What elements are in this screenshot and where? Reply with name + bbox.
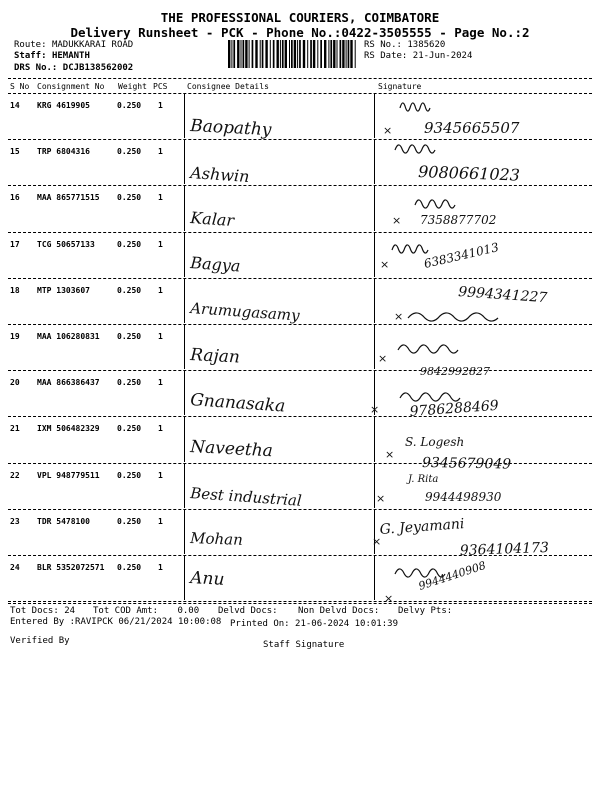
- barcode-bar: [233, 40, 235, 68]
- signature-scribble: [400, 393, 460, 401]
- barcode-bar: [255, 40, 257, 68]
- row-sno: 17: [10, 239, 20, 249]
- row-cell-divider: [184, 325, 185, 369]
- signature-x-mark: ×: [392, 214, 402, 227]
- row-cell-divider: [184, 279, 185, 323]
- delvd-docs-label: Delvd Docs:: [218, 606, 278, 616]
- signature-scribble: [395, 145, 435, 153]
- row-pcs: 1: [158, 239, 163, 249]
- staff-signature-label: Staff Signature: [263, 640, 345, 650]
- col-sno-header: S No: [10, 82, 30, 91]
- row-separator: [8, 139, 592, 140]
- row-cell-divider: [374, 371, 375, 415]
- route-line: [14, 40, 133, 50]
- handwritten-consignee: Naveetha: [189, 437, 274, 462]
- signature-scribble: [395, 569, 445, 577]
- header-rule-bottom: [8, 93, 592, 94]
- handwritten-phone: 9944498930: [425, 490, 502, 504]
- col-consignee-header: Consignee Details: [187, 82, 269, 91]
- printed-on: [230, 619, 398, 629]
- col-signature-header: Signature: [378, 82, 422, 91]
- route-label: Route:: [14, 40, 47, 50]
- barcode-bar: [289, 40, 290, 68]
- tot-docs-value: 24: [64, 606, 76, 616]
- handwritten-signer-name: S. Logesh: [405, 435, 465, 449]
- row-sno: 22: [10, 470, 20, 480]
- row-consignment-no: MAA 106280831: [37, 332, 100, 341]
- row-pcs: 1: [158, 563, 163, 572]
- barcode-bar: [277, 40, 279, 68]
- row-sno: 18: [10, 285, 20, 295]
- row-sno: 20: [10, 378, 20, 388]
- tot-docs-label: Tot Docs:: [10, 606, 59, 616]
- handwritten-phone: 9364104173: [459, 539, 550, 559]
- tot-docs: [10, 606, 75, 616]
- handwritten-phone: 9842992827: [420, 365, 490, 378]
- company-title: THE PROFESSIONAL COURIERS, COIMBATORE: [160, 10, 440, 25]
- header-rule-top: [8, 78, 592, 79]
- row-cell-divider: [374, 140, 375, 184]
- barcode-bar: [260, 40, 261, 68]
- row-weight: 0.250: [117, 470, 142, 480]
- handwritten-phone: 7358877702: [420, 213, 497, 227]
- rs-date-line: [364, 51, 472, 61]
- barcode-bar: [317, 40, 318, 68]
- row-weight: 0.250: [117, 424, 142, 434]
- entered-by-label: Entered By :: [10, 617, 76, 627]
- signature-x-mark: ×: [380, 258, 390, 271]
- barcode-bar: [262, 40, 264, 68]
- row-cell-divider: [374, 556, 375, 600]
- row-sno: 15: [10, 147, 20, 157]
- signature-scribble: [408, 313, 498, 321]
- barcode-bar: [320, 40, 322, 68]
- row-pcs: 1: [158, 147, 163, 157]
- staff-label: Staff:: [14, 51, 47, 61]
- handwritten-consignee: Mohan: [189, 529, 244, 549]
- barcode-bar: [297, 40, 298, 68]
- row-consignment-no: BLR 5352072571: [37, 563, 105, 572]
- delvy-pts-label: Delvy Pts:: [398, 606, 453, 616]
- col-weight-header: Weight: [118, 82, 147, 91]
- row-cell-divider: [184, 94, 185, 138]
- col-pcs-header: PCS: [153, 82, 168, 91]
- barcode-bar: [241, 40, 242, 68]
- row-consignment-no: VPL 948779511: [37, 470, 100, 480]
- barcode-bar: [324, 40, 326, 68]
- handwritten-phone: 6383341013: [422, 240, 501, 271]
- row-cell-divider: [184, 233, 185, 277]
- row-cell-divider: [374, 325, 375, 369]
- barcode-bar: [337, 40, 338, 68]
- signature-x-mark: ×: [385, 448, 395, 461]
- handwritten-phone: 9944440908: [416, 558, 488, 593]
- row-pcs: 1: [158, 285, 163, 295]
- row-cell-divider: [374, 464, 375, 508]
- barcode-bar: [350, 40, 352, 68]
- row-consignment-no: IXM 506482329: [37, 424, 100, 434]
- row-cell-divider: [374, 94, 375, 138]
- handwritten-consignee: Bagya: [189, 253, 242, 276]
- handwritten-consignee: Best industrial: [189, 484, 303, 510]
- barcode-bar: [285, 40, 287, 68]
- row-pcs: 1: [158, 193, 163, 203]
- barcode-bar: [355, 40, 356, 68]
- barcode-bar: [270, 40, 271, 68]
- barcode-bar: [252, 40, 254, 68]
- handwritten-phone: 9345665507: [424, 119, 520, 137]
- barcode-bar: [340, 40, 342, 68]
- printed-on-value: 21-06-2024 10:01:39: [295, 619, 398, 629]
- barcode-bar: [299, 40, 301, 68]
- barcode-bar: [330, 40, 332, 68]
- tot-cod-value: 0.00: [177, 606, 200, 616]
- barcode-bar: [249, 40, 250, 68]
- handwritten-signer-name: G. Jeyamani: [379, 516, 465, 538]
- handwritten-consignee: Rajan: [189, 345, 241, 368]
- barcode-bar: [294, 40, 296, 68]
- row-weight: 0.250: [117, 516, 142, 526]
- row-separator: [8, 232, 592, 233]
- row-cell-divider: [184, 417, 185, 461]
- tot-cod: [93, 606, 199, 616]
- row-pcs: 1: [158, 424, 163, 434]
- handwritten-consignee: Ashwin: [189, 163, 251, 187]
- row-cell-divider: [184, 556, 185, 600]
- row-consignment-no: MAA 865771515: [37, 193, 100, 203]
- row-weight: 0.250: [117, 563, 142, 572]
- barcode-bar: [228, 40, 230, 68]
- barcode-bar: [282, 40, 284, 68]
- handwritten-phone: 9786288469: [409, 397, 500, 420]
- row-weight: 0.250: [117, 285, 142, 295]
- row-weight: 0.250: [117, 101, 142, 110]
- row-cell-divider: [184, 510, 185, 554]
- row-separator: [8, 509, 592, 510]
- row-separator: [8, 370, 592, 371]
- row-sno: 16: [10, 193, 20, 203]
- row-cell-divider: [374, 510, 375, 554]
- row-separator: [8, 463, 592, 464]
- row-consignment-no: MAA 866386437: [37, 378, 100, 388]
- barcode-bar: [348, 40, 350, 68]
- row-weight: 0.250: [117, 239, 142, 249]
- entered-by: [10, 617, 221, 627]
- row-sno: 23: [10, 516, 20, 526]
- row-consignment-no: TDR 5478100: [37, 516, 90, 526]
- drs-value: DCJB138562002: [62, 63, 134, 73]
- row-separator: [8, 555, 592, 556]
- footer-rule: [8, 603, 592, 604]
- signature-scribble: [398, 345, 458, 353]
- row-cell-divider: [374, 233, 375, 277]
- signature-x-mark: ×: [378, 352, 388, 365]
- signature-x-mark: ×: [384, 592, 394, 605]
- tot-cod-label: Tot COD Amt:: [93, 606, 159, 616]
- handwritten-consignee: Arumugasamy: [189, 299, 301, 325]
- row-weight: 0.250: [117, 332, 142, 341]
- row-sno: 24: [10, 563, 20, 572]
- handwritten-phone: 9345679049: [421, 455, 512, 473]
- signature-x-mark: ×: [376, 492, 386, 505]
- row-cell-divider: [184, 371, 185, 415]
- barcode-bar: [243, 40, 245, 68]
- row-cell-divider: [374, 279, 375, 323]
- verified-by-label: Verified By: [10, 636, 70, 646]
- row-consignment-no: TCG 50657133: [37, 239, 95, 249]
- handwritten-consignee: Kalar: [189, 208, 235, 231]
- barcode-bar: [328, 40, 329, 68]
- rs-date-value: 21-Jun-2024: [412, 51, 473, 61]
- signature-scribble: [415, 200, 455, 208]
- printed-on-label: Printed On:: [230, 619, 290, 629]
- staff-value: HEMANTH: [51, 51, 90, 61]
- entered-by-value: RAVIPCK 06/21/2024 10:00:08: [75, 617, 222, 627]
- row-sno: 21: [10, 424, 20, 434]
- non-delvd-docs-label: Non Delvd Docs:: [298, 606, 380, 616]
- handwritten-consignee: Baopathy: [189, 116, 272, 141]
- row-consignment-no: KRG 4619905: [37, 101, 90, 110]
- row-pcs: 1: [158, 516, 163, 526]
- barcode-bar: [342, 40, 344, 68]
- row-weight: 0.250: [117, 147, 142, 157]
- barcode-bar: [231, 40, 232, 68]
- row-weight: 0.250: [117, 378, 142, 388]
- barcode-bar: [237, 40, 239, 68]
- runsheet-subtitle: Delivery Runsheet - PCK - Phone No.:0422-3505555 - Page No.:2: [70, 25, 530, 40]
- row-cell-divider: [374, 417, 375, 461]
- row-cell-divider: [374, 186, 375, 230]
- staff-line: [14, 51, 90, 61]
- handwritten-signer-name: J. Rita: [408, 474, 439, 485]
- row-separator: [8, 278, 592, 279]
- row-sno: 14: [10, 101, 20, 110]
- barcode-image: [228, 40, 358, 68]
- barcode-bar: [310, 40, 312, 68]
- drs-line: [14, 63, 133, 73]
- row-pcs: 1: [158, 101, 163, 110]
- barcode-bar: [303, 40, 305, 68]
- row-separator: [8, 416, 592, 417]
- handwritten-phone: 9994341227: [457, 284, 548, 307]
- rs-no-line: [364, 40, 445, 50]
- row-weight: 0.250: [117, 193, 142, 203]
- row-separator: [8, 185, 592, 186]
- col-consignment-header: Consignment No: [37, 82, 105, 91]
- handwritten-consignee: Gnanasaka: [189, 390, 286, 417]
- row-cell-divider: [184, 140, 185, 184]
- rs-no-value: 1385620: [407, 40, 446, 50]
- row-consignment-no: TRP 6804316: [37, 147, 90, 157]
- barcode-bar: [307, 40, 308, 68]
- barcode-bar: [291, 40, 293, 68]
- row-pcs: 1: [158, 332, 163, 341]
- row-sno: 19: [10, 332, 20, 341]
- signature-scribble: [400, 103, 430, 111]
- route-value: MADUKKARAI ROAD: [51, 40, 134, 50]
- barcode-bar: [265, 40, 267, 68]
- row-cell-divider: [184, 186, 185, 230]
- signature-x-mark: ×: [394, 310, 404, 323]
- barcode-bar: [245, 40, 247, 68]
- barcode-bar: [273, 40, 275, 68]
- handwritten-phone: 9080661023: [417, 162, 521, 185]
- drs-label: DRS No.:: [14, 63, 58, 73]
- row-pcs: 1: [158, 378, 163, 388]
- signature-scribble: [392, 245, 428, 253]
- signature-x-mark: ×: [370, 403, 380, 416]
- barcode-bar: [333, 40, 335, 68]
- barcode-bar: [313, 40, 315, 68]
- row-cell-divider: [184, 464, 185, 508]
- row-pcs: 1: [158, 470, 163, 480]
- rs-date-label: RS Date:: [364, 51, 408, 61]
- handwritten-consignee: Anu: [189, 568, 225, 590]
- barcode-bar: [346, 40, 347, 68]
- row-consignment-no: MTP 1303607: [37, 285, 90, 295]
- rs-no-label: RS No.:: [364, 40, 402, 50]
- row-separator: [8, 324, 592, 325]
- signature-x-mark: ×: [383, 124, 393, 137]
- barcode-bar: [280, 40, 281, 68]
- signature-x-mark: ×: [372, 535, 382, 548]
